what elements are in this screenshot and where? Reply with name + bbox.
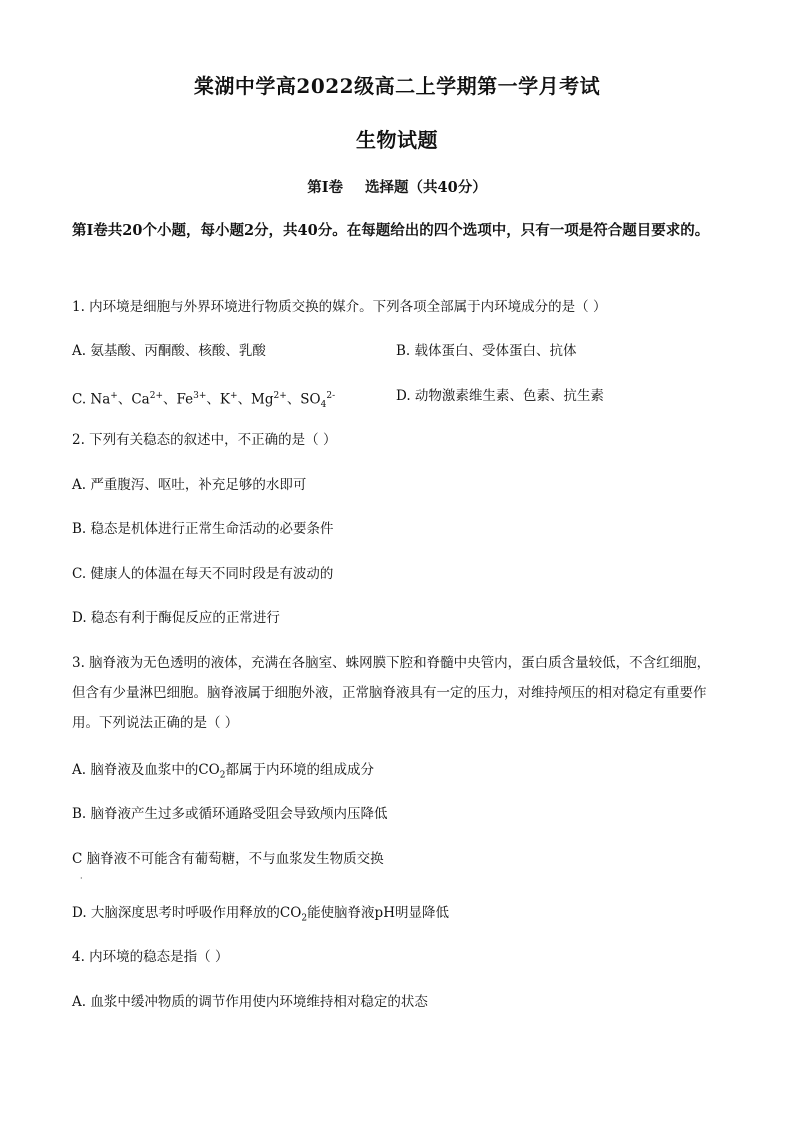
subject-title: 生物试题 (356, 128, 438, 152)
section-part: 第Ⅰ卷 (307, 179, 344, 196)
question-1-stem: 1. 内环境是细胞与外界环境进行物质交换的媒介。下列各项全部属于内环境成分的是（ ） (72, 299, 607, 315)
stray-dot: · (80, 874, 83, 883)
question-3-option-d: D. 大脑深度思考时呼吸作用释放的$CO_2$能使脑脊液pH明显降低 (72, 905, 449, 924)
question-1-option-d: D. 动物激素维生素、色素、抗生素 (396, 388, 604, 404)
question-1-option-b: B. 载体蛋白、受体蛋白、抗体 (396, 343, 577, 359)
section-instructions: 第Ⅰ卷共20个小题，每小题2分，共40分。在每题给出的四个选项中，只有一项是符合题目要求的。 (72, 222, 710, 239)
question-3-option-c: C 脑脊液不可能含有葡萄糖，不与血浆发生物质交换 (72, 851, 384, 867)
question-2-option-d: D. 稳态有利于酶促反应的正常进行 (72, 610, 280, 626)
question-1-option-c: C. Na+、$Ca^{2+}$、$Fe^{3+}$、K+、$Mg^{2+}$、$SO_4^{2-}$ (72, 391, 336, 411)
question-1-option-a: A. 氨基酸、丙酮酸、核酸、乳酸 (72, 343, 266, 359)
question-3-stem: 3. 脑脊液为无色透明的液体，充满在各脑室、蛛网膜下腔和脊髓中央管内，蛋白质含量较低，不含红细胞，但含有少量淋巴细胞。脑脊液属于细胞外液，正常脑脊液具有一定的压力，对维持颅压的相对稳定有重要作用。下列说法正确的是（ ） (72, 655, 711, 731)
question-2-option-b: B. 稳态是机体进行正常生命活动的必要条件 (72, 521, 334, 537)
section-heading (0, 176, 794, 197)
question-3-option-b: B. 脑脊液产生过多或循环通路受阻会导致颅内压降低 (72, 806, 388, 822)
exam-title: 棠湖中学高2022级高二上学期第一学月考试 (193, 74, 601, 98)
question-4-stem: 4. 内环境的稳态是指（ ） (72, 949, 229, 965)
question-4-option-a: A. 血浆中缓冲物质的调节作用使内环境维持相对稳定的状态 (72, 994, 428, 1010)
question-2-option-a: A. 严重腹泻、呕吐，补充足够的水即可 (72, 477, 307, 493)
question-2-option-c: C. 健康人的体温在每天不同时段是有波动的 (72, 566, 334, 582)
question-2-stem: 2. 下列有关稳态的叙述中，不正确的是（ ） (72, 432, 337, 448)
question-3-option-a: A. 脑脊液及血浆中的$CO_2$都属于内环境的组成成分 (72, 762, 374, 781)
section-name: 选择题（共40分） (365, 179, 487, 196)
